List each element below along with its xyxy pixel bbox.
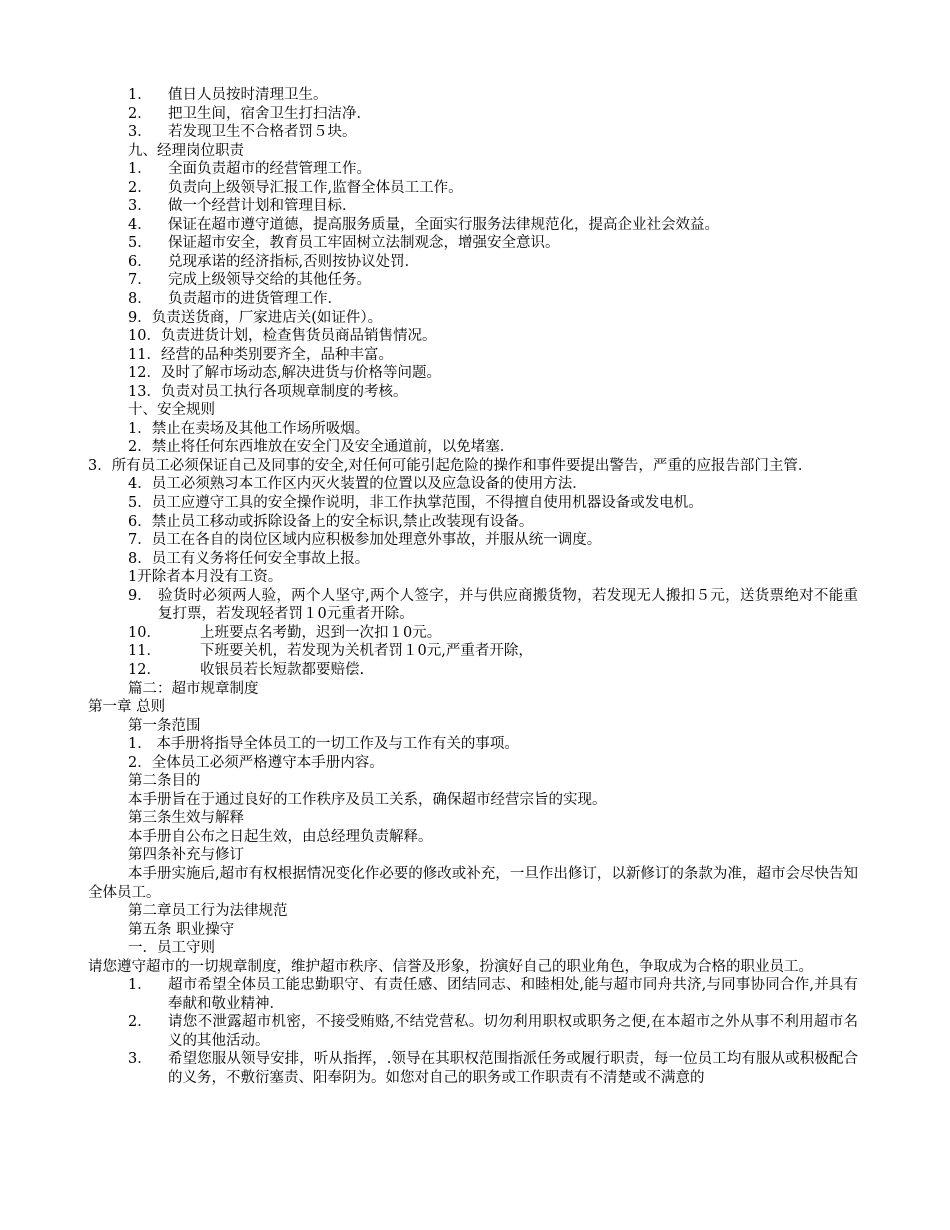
text-line (0, 735, 950, 754)
text-line (0, 846, 950, 865)
text-line (0, 420, 950, 439)
text-line (0, 809, 950, 828)
paragraph (0, 958, 950, 977)
item-number: 4． (128, 216, 152, 233)
text-line (0, 680, 950, 699)
line-text: 第二章员工行为法律规范 (128, 903, 288, 920)
item-text: 请您不泄露超市机密，不接受贿赂,不结党营私。切勿利用职权或职务之便,在本超市之外从事不利用超市名义的其他活动。 (168, 1014, 858, 1049)
paragraph (0, 457, 950, 476)
numbered-paragraph (0, 1050, 950, 1087)
item-text: 超市希望全体员工能忠勤职守、有责任感、团结同志、和睦相处,能与超市同舟共济,与同事协同合作,并具有奉献和敬业精神． (168, 977, 858, 1012)
numbered-item (0, 197, 950, 216)
item-text: 收银员若长短款都要赔偿. (200, 661, 365, 678)
item-number: 12． (128, 661, 161, 678)
numbered-paragraph (0, 1013, 950, 1050)
text-line (0, 791, 950, 810)
numbered-item (0, 179, 950, 198)
item-text: 保证超市安全，教育员工牢固树立法制观念，增强安全意识。 (168, 235, 560, 252)
item-number: 11． (128, 643, 161, 660)
item-number: 8． (128, 291, 152, 308)
numbered-item (0, 123, 950, 142)
item-text: 把卫生间，宿舍卫生打扫洁净． (168, 105, 371, 122)
text-line (0, 531, 950, 550)
line-text: 本手册自公布之日起生效，由总经理负责解释。 (128, 828, 433, 845)
item-number: 1． (128, 87, 152, 103)
line-text: 本手册旨在于通过良好的工作秩序及员工关系，确保超市经营宗旨的实现。 (128, 791, 607, 808)
item-number: 7． (128, 272, 152, 289)
paragraph (0, 865, 950, 902)
text-line (0, 346, 950, 365)
line-text: 4．员工必须熟习本工作区内灭火装置的位置以及应急设备的使用方法． (128, 476, 587, 493)
line-text: 第二条目的 (128, 773, 201, 790)
item-text: 兑现承诺的经济指标,否则按协议处罚． (168, 253, 420, 270)
paragraph-text: 本手册实施后,超市有权根据情况变化作必要的修改或补充，一旦作出修订，以新修订的条款为准，超市会尽快告知全体员工。 (88, 865, 858, 901)
item-number: 2． (128, 179, 152, 196)
numbered-item (0, 160, 950, 179)
item-text: 保证在超市遵守道德，提高服务质量，全面实行服务法律规范化，提高企业社会效益。 (168, 216, 719, 233)
line-text: 2．全体员工必须严格遵守本手册内容。 (128, 754, 384, 771)
item-number: 3． (128, 1051, 152, 1068)
item-number: 6． (128, 253, 152, 270)
text-line (0, 513, 950, 532)
item-text: 值日人员按时清理卫生。 (168, 87, 328, 103)
item-number: 2． (128, 105, 152, 122)
text-line (0, 568, 950, 587)
text-line (0, 364, 950, 383)
line-text: 第一章 总则 (88, 699, 166, 716)
line-text: 2．禁止将任何东西堆放在安全门及安全通道前，以免堵塞． (128, 439, 515, 456)
text-line (0, 475, 950, 494)
text-line (0, 383, 950, 402)
item-text: 做一个经营计划和管理目标． (168, 198, 357, 215)
text-line (0, 327, 950, 346)
numbered-item (0, 271, 950, 290)
line-text: 12．及时了解市场动态,解决进货与价格等问题。 (128, 365, 442, 382)
line-text: 第四条补充与修订 (128, 847, 244, 864)
text-line (0, 772, 950, 791)
line-text: 1开除者本月没有工资。 (128, 569, 283, 586)
paragraph-text: 3．所有员工必须保证自己及同事的安全,对任何可能引起危险的操作和事件要提出警告，严重的应报告部门主管． (88, 457, 813, 474)
line-text: 一．员工守则 (128, 940, 215, 957)
item-number: 1． (128, 161, 152, 178)
item-text: 完成上级领导交给的其他任务。 (168, 272, 371, 289)
line-text: 5．员工应遵守工具的安全操作说明，非工作执掌范围，不得擅自使用机器设备或发电机。 (128, 495, 703, 512)
text-line (0, 828, 950, 847)
line-text: 1． 本手册将指导全体员工的一切工作及与工作有关的事项。 (128, 736, 519, 753)
item-number: 3． (128, 198, 152, 215)
item-number: 5． (128, 235, 152, 252)
line-text: 7．员工在各自的岗位区域内应积极参加处理意外事故，并服从统一调度。 (128, 532, 602, 549)
item-text: 全面负责超市的经营管理工作。 (168, 161, 371, 178)
item-number: 9． (128, 587, 152, 604)
text-line (0, 494, 950, 513)
chapter-heading (0, 698, 950, 717)
line-text: 11．经营的品种类别要齐全，品种丰富。 (128, 346, 393, 363)
text-line (0, 921, 950, 940)
item-number: 1． (128, 977, 152, 994)
line-text: 篇二：超市规章制度 (128, 680, 259, 697)
line-text: 十、安全规则 (128, 402, 215, 419)
numbered-item (0, 642, 950, 661)
item-text: 负责向上级领导汇报工作,监督全体员工工作。 (168, 179, 463, 196)
item-number: 2． (128, 1014, 152, 1031)
text-line (0, 142, 950, 161)
numbered-item (0, 105, 950, 124)
item-text: 希望您服从领导安排，听从指挥，.领导在其职权范围指派任务或履行职责，每一位员工均有服从或积极配合的义务，不敷衍塞责、阳奉阴为。如您对自己的职务或工作职责有不清楚或不满意的 (168, 1051, 858, 1086)
numbered-item (0, 661, 950, 680)
line-text: 10．负责进货计划，检查售货员商品销售情况。 (128, 328, 437, 345)
numbered-item (0, 234, 950, 253)
text-line (0, 550, 950, 569)
item-text: 验货时必须两人验，两个人坚守,两个人签字，并与供应商搬货物，若发现无人搬扣５元，送货票绝对不能重复打票，若发现轻者罚１0元重者开除。 (158, 587, 858, 623)
line-text: 1．禁止在卖场及其他工作场所吸烟。 (128, 420, 370, 437)
numbered-item (0, 86, 950, 105)
text-line (0, 438, 950, 457)
numbered-item (0, 216, 950, 235)
document-body (0, 86, 950, 1088)
numbered-item (0, 624, 950, 643)
line-text: 九、经理岗位职责 (128, 142, 244, 159)
text-line (0, 309, 950, 328)
item-text: 下班要关机，若发现为关机者罚１0元,严重者开除， (200, 643, 533, 660)
numbered-item (0, 290, 950, 309)
text-line (0, 401, 950, 420)
text-line (0, 717, 950, 736)
paragraph-text: 请您遵守超市的一切规章制度，维护超市秩序、信誉及形象，扮演好自己的职业角色，争取成为合格的职业员工。 (88, 958, 813, 975)
item-number: 3． (128, 124, 152, 141)
text-line (0, 754, 950, 773)
line-text: 8．员工有义务将任何安全事故上报。 (128, 550, 370, 567)
text-line (0, 939, 950, 958)
line-text: 13．负责对员工执行各项规章制度的考核。 (128, 383, 408, 400)
line-text: 第一条范围 (128, 717, 201, 734)
item-number: 10． (128, 624, 161, 641)
line-text: 第五条 职业操守 (128, 921, 235, 938)
numbered-item (0, 253, 950, 272)
item-text: 负责超市的进货管理工作． (168, 291, 342, 308)
numbered-paragraph (0, 976, 950, 1013)
line-text: 第三条生效与解释 (128, 810, 244, 827)
item-text: 上班要点名考勤，迟到一次扣１0元。 (200, 624, 442, 641)
line-text: 9．负责送货商，厂家进店关(如证件）。 (128, 309, 383, 326)
item-text: 若发现卫生不合格者罚５块。 (168, 124, 357, 141)
text-line (0, 902, 950, 921)
line-text: 6．禁止员工移动或拆除设备上的安全标识,禁止改装现有设备。 (128, 513, 534, 530)
numbered-paragraph (0, 587, 950, 624)
